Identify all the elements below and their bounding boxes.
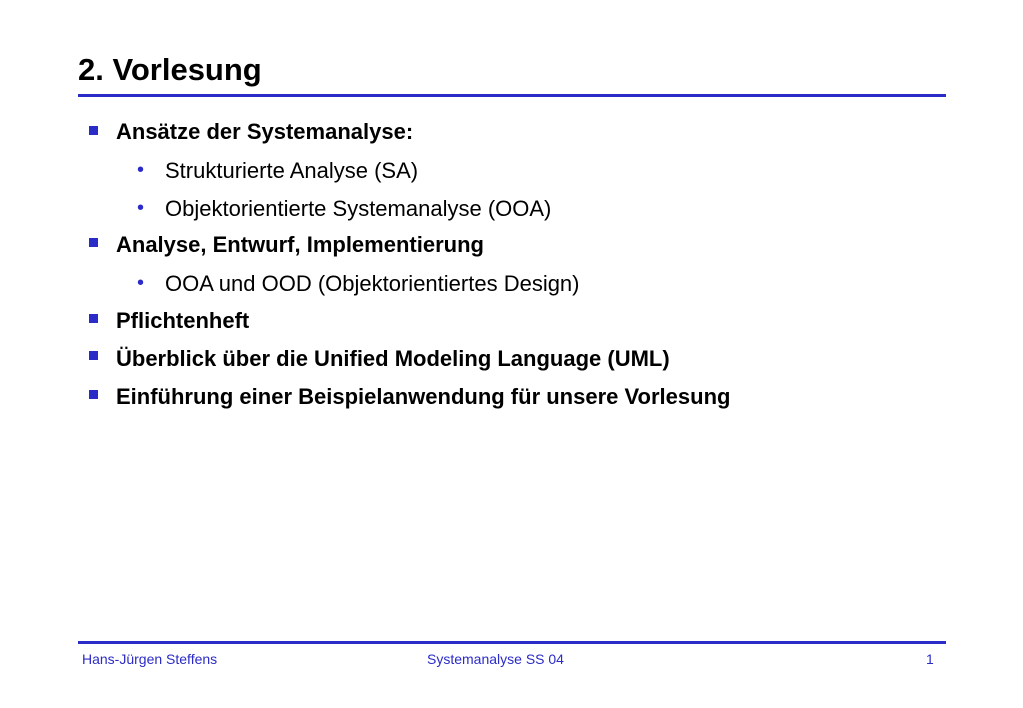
square-bullet-icon <box>89 351 98 360</box>
slide-title: 2. Vorlesung <box>78 52 262 87</box>
square-bullet-icon <box>89 238 98 247</box>
square-bullet-icon <box>89 126 98 135</box>
square-bullet-icon <box>89 314 98 323</box>
dot-bullet-icon: • <box>137 197 145 219</box>
dot-bullet-icon: • <box>137 272 145 294</box>
bullet-item: Einführung einer Beispielanwendung für unsere Vorlesung <box>116 384 731 409</box>
bullet-item: Ansätze der Systemanalyse: <box>116 119 414 144</box>
title-divider <box>78 94 946 97</box>
footer-course: Systemanalyse SS 04 <box>427 651 564 667</box>
footer-divider <box>78 641 946 644</box>
bullet-item: Analyse, Entwurf, Implementierung <box>116 232 484 257</box>
sub-bullet-item: OOA und OOD (Objektorientiertes Design) <box>165 271 580 296</box>
dot-bullet-icon: • <box>137 159 145 181</box>
footer-author: Hans-Jürgen Steffens <box>82 651 218 667</box>
bullet-item: Überblick über die Unified Modeling Language (UML) <box>116 346 670 371</box>
sub-bullet-item: Objektorientierte Systemanalyse (OOA) <box>165 196 552 221</box>
bullet-item: Pflichtenheft <box>116 308 250 333</box>
square-bullet-icon <box>89 390 98 399</box>
sub-bullet-item: Strukturierte Analyse (SA) <box>165 158 419 183</box>
footer-page-number: 1 <box>926 651 934 667</box>
